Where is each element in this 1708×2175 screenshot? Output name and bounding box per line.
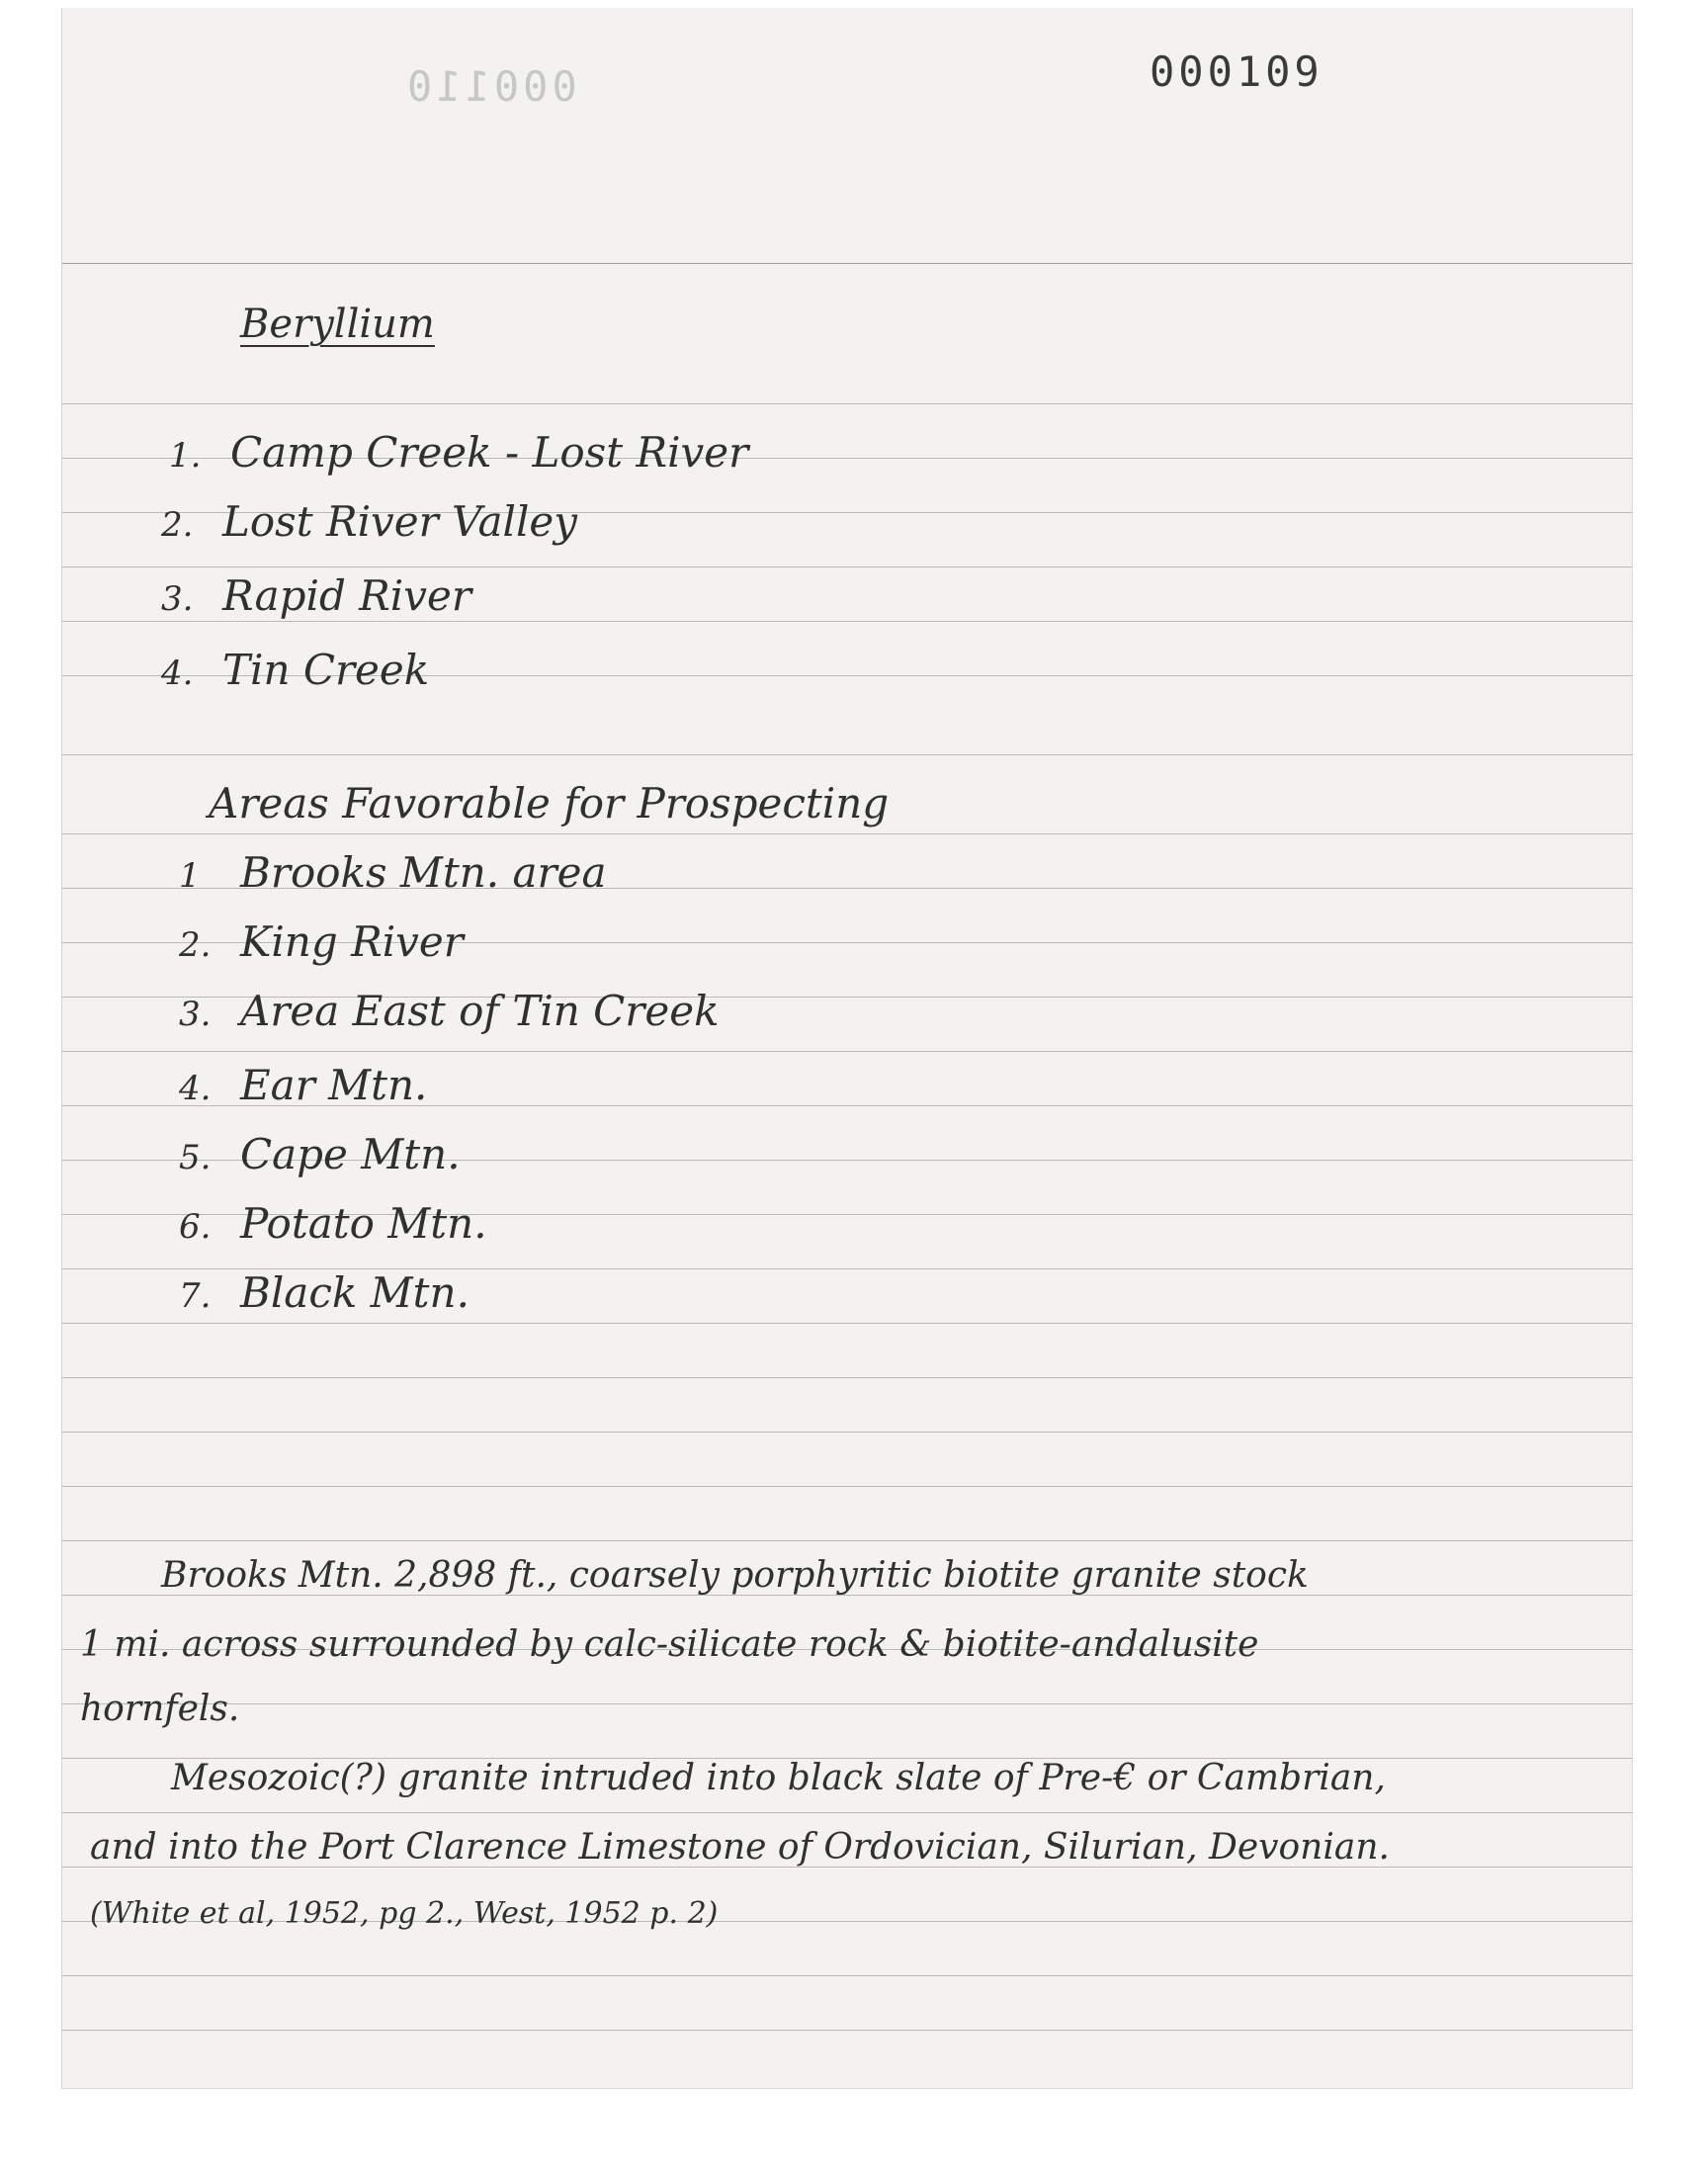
citation-line: (White et al, 1952, pg 2., West, 1952 p. 2) [90, 1896, 719, 1931]
note-line: 1 mi. across surrounded by calc-silicate rock & biotite-andalusite [80, 1624, 1259, 1665]
list-text: King River [240, 917, 464, 966]
prospecting-list-item [179, 1130, 461, 1178]
list-number: 4. [161, 653, 194, 693]
ruled-line [62, 1377, 1632, 1378]
list-number: 1 [179, 856, 201, 896]
prospecting-list-item [179, 1061, 427, 1109]
list-number: 5. [179, 1138, 212, 1177]
ruled-line [62, 1975, 1632, 1976]
beryllium-list-item [161, 497, 577, 546]
list-number: 4. [179, 1069, 212, 1108]
prospecting-list-item [179, 917, 464, 966]
faded-page-stamp: 000110 [403, 62, 577, 111]
list-text: Area East of Tin Creek [240, 987, 720, 1035]
ruled-line [62, 2030, 1632, 2031]
list-text: Tin Creek [222, 646, 430, 694]
prospecting-list-item [179, 1268, 470, 1317]
list-number: 7. [179, 1276, 212, 1316]
list-text: Camp Creek - Lost River [230, 428, 749, 477]
ruled-line [62, 1323, 1632, 1324]
list-text: Potato Mtn. [240, 1199, 487, 1248]
beryllium-list-item [161, 646, 429, 694]
page-number-stamp: 000109 [1150, 47, 1324, 96]
page-top-rule [62, 263, 1632, 264]
list-number: 6. [179, 1207, 212, 1247]
prospecting-list-item [179, 987, 720, 1035]
beryllium-list-item [169, 428, 748, 477]
ruled-line [62, 754, 1632, 755]
prospecting-heading: Areas Favorable for Prospecting [209, 779, 890, 827]
note-line: Mesozoic(?) granite intruded into black slate of Pre-€ or Cambrian, [171, 1758, 1386, 1798]
note-line: Brooks Mtn. 2,898 ft., coarsely porphyritic biotite granite stock [161, 1555, 1309, 1596]
ruled-line [62, 1540, 1632, 1541]
prospecting-list-item [179, 848, 607, 897]
list-text: Black Mtn. [240, 1268, 470, 1317]
note-line: hornfels. [80, 1689, 240, 1729]
list-text: Rapid River [222, 571, 471, 620]
ruled-line [62, 1812, 1632, 1813]
ruled-line [62, 621, 1632, 622]
ruled-line [62, 1703, 1632, 1704]
list-number: 3. [179, 995, 212, 1034]
list-number: 1. [169, 436, 202, 476]
beryllium-list-item [161, 571, 471, 620]
ruled-line [62, 1432, 1632, 1433]
list-number: 2. [179, 925, 212, 965]
ruled-line [62, 1486, 1632, 1487]
prospecting-list-item [179, 1199, 487, 1248]
ruled-line [62, 1051, 1632, 1052]
list-text: Ear Mtn. [240, 1061, 428, 1109]
list-text: Brooks Mtn. area [240, 848, 607, 897]
list-text: Lost River Valley [222, 497, 577, 546]
list-number: 3. [161, 579, 194, 619]
beryllium-heading: Beryllium [240, 302, 435, 347]
list-number: 2. [161, 505, 194, 545]
ruled-line [62, 566, 1632, 567]
note-line: and into the Port Clarence Limestone of Ordovician, Silurian, Devonian. [90, 1827, 1390, 1868]
ruled-line [62, 403, 1632, 404]
ruled-line [62, 833, 1632, 834]
list-text: Cape Mtn. [240, 1130, 461, 1178]
notebook-page [61, 8, 1633, 2089]
